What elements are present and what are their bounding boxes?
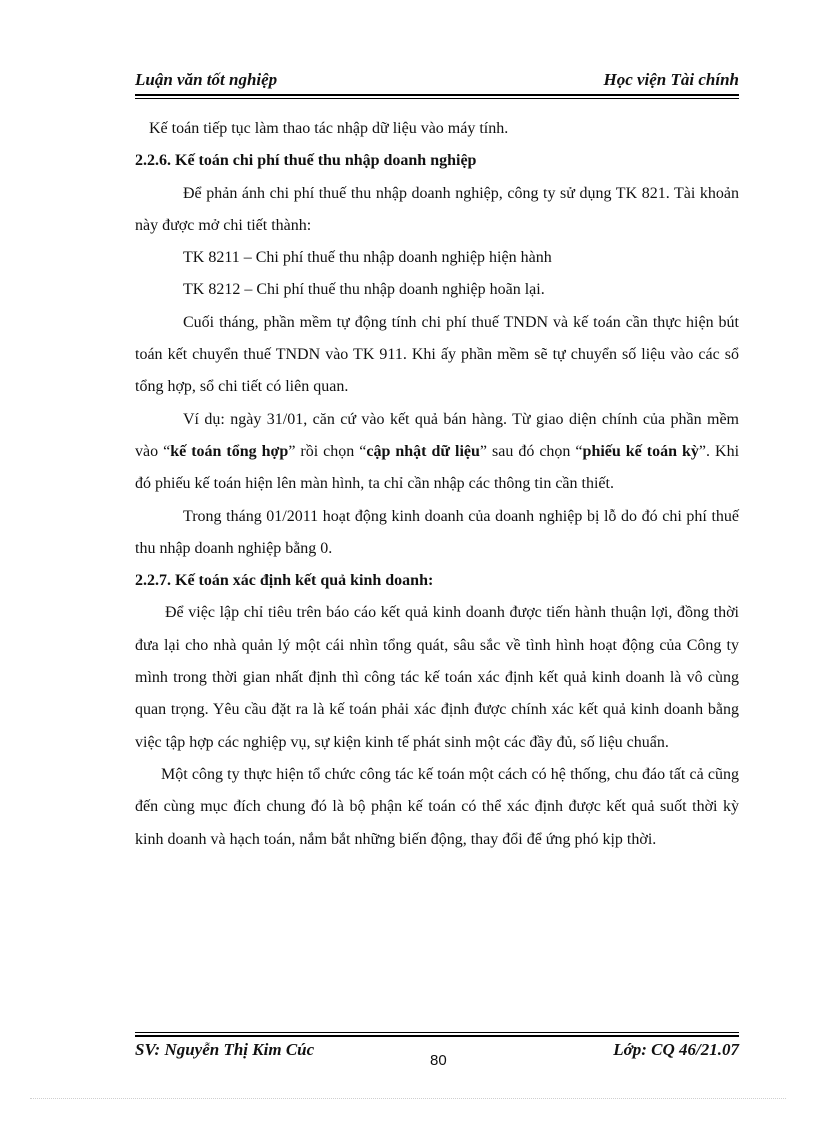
account-item-8212: TK 8212 – Chi phí thuế thu nhập doanh nghiệp hoãn lại. xyxy=(183,281,545,299)
footer-class-code: Lớp: CQ 46/21.07 xyxy=(613,1040,739,1059)
paragraph-system: Một công ty thực hiện tổ chức công tác kế toán một cách có hệ thống, chu đáo tất cả cũng đến cùng mục đích chung đó là bộ phận kế toán có thể xác định được kết quả suốt thời kỳ kinh doanh và hạch toán, nắm bắt những biến động, thay đổi để ứng phó kịp thời. xyxy=(135,765,739,848)
menu-term-period-voucher: phiếu kế toán kỳ xyxy=(582,442,699,460)
page-footer xyxy=(135,1040,739,1070)
page-header xyxy=(135,70,739,94)
paragraph-loss: Trong tháng 01/2011 hoạt động kinh doanh của doanh nghiệp bị lỗ do đó chi phí thuế thu nhập doanh nghiệp bằng 0. xyxy=(135,507,739,557)
paragraph-data-entry: Kế toán tiếp tục làm thao tác nhập dữ liệu vào máy tính. xyxy=(149,120,509,137)
example-text-4: ”. Khi đó phiếu kế toán hiện lên màn hình, ta chỉ cần nhập các thông tin cần thiết. xyxy=(135,442,740,493)
menu-term-update-data: cập nhật dữ liệu xyxy=(366,442,480,460)
header-rule-thin xyxy=(135,98,739,99)
paragraph-tk-821: Để phản ánh chi phí thuế thu nhập doanh nghiệp, công ty sử dụng TK 821. Tài khoản này được mở chi tiết thành: xyxy=(135,184,739,234)
footer-rule-thick xyxy=(135,1035,739,1037)
page-number: 80 xyxy=(430,1052,447,1069)
section-heading-2-2-7: 2.2.7. Kế toán xác định kết quả kinh doanh: xyxy=(135,572,434,590)
header-rule-thick xyxy=(135,94,739,96)
example-text-1: Ví dụ: ngày 31/01, căn cứ vào kết quả bán hàng. Từ giao diện chính của phần mềm vào “ xyxy=(135,410,739,460)
paragraph-example xyxy=(135,404,739,501)
footer-rule-thin xyxy=(135,1032,739,1033)
paragraph-business-result: Để việc lập chỉ tiêu trên báo cáo kết quả kinh doanh được tiến hành thuận lợi, đồng thời đưa lại cho nhà quản lý một cái nhìn tổng quát, sâu sắc về tình hình hoạt động của Công ty mình trong thời gian nhất định thì công tác kế toán xác định kết quả kinh doanh là vô cùng quan trọng. Yêu cầu đặt ra là kế toán phải xác định được chính xác kết quả kinh doanh bằng việc tập hợp các nghiệp vụ, sự kiện kinh tế phát sinh một các đầy đủ, số liệu chuẩn. xyxy=(135,604,739,751)
example-text-3: ” sau đó chọn “ xyxy=(479,442,583,460)
menu-term-general-accounting: kế toán tổng hợp xyxy=(170,442,289,460)
footer-student-name: SV: Nguyễn Thị Kim Cúc xyxy=(135,1040,315,1059)
account-item-8211: TK 8211 – Chi phí thuế thu nhập doanh nghiệp hiện hành xyxy=(183,249,552,267)
page-body xyxy=(135,113,739,856)
header-thesis-title: Luận văn tốt nghiệp xyxy=(135,70,278,89)
example-text-2: ” rồi chọn “ xyxy=(288,442,367,460)
header-institution: Học viện Tài chính xyxy=(603,70,739,89)
paragraph-month-end: Cuối tháng, phần mềm tự động tính chi phí thuế TNDN và kế toán cần thực hiện bút toán kết chuyển thuế TNDN vào TK 911. Khi ấy phần mềm sẽ tự chuyển số liệu vào các sổ tổng hợp, sổ chi tiết có liên quan. xyxy=(135,313,739,396)
page-boundary-divider xyxy=(30,1098,786,1099)
section-heading-2-2-6: 2.2.6. Kế toán chi phí thuế thu nhập doanh nghiệp xyxy=(135,152,477,170)
